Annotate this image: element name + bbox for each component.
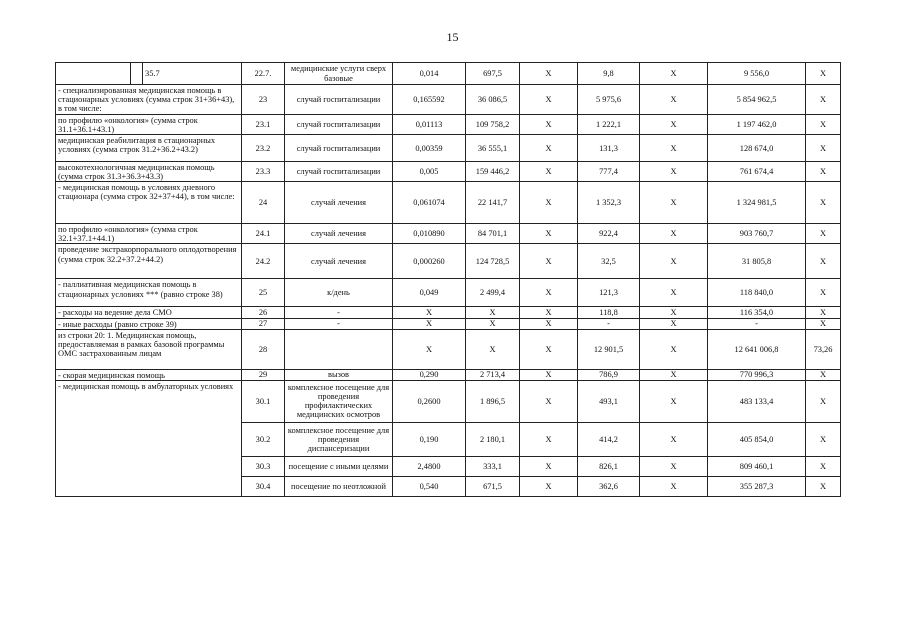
cell-norm: 0,540 bbox=[393, 476, 466, 496]
cell-unit: случай лечения bbox=[285, 224, 393, 244]
table-row bbox=[56, 279, 841, 307]
cell-per-capita: 922,4 bbox=[578, 224, 640, 244]
cell-share: Х bbox=[806, 318, 841, 329]
cell-per-capita: 9,8 bbox=[578, 63, 640, 85]
cell-total: 31 805,8 bbox=[708, 244, 806, 279]
cell-x: Х bbox=[640, 380, 708, 422]
cell-x: Х bbox=[640, 224, 708, 244]
cell-x: Х bbox=[520, 318, 578, 329]
cell-x: Х bbox=[520, 63, 578, 85]
cell-total: 903 760,7 bbox=[708, 224, 806, 244]
cell-cost: 2 499,4 bbox=[466, 279, 520, 307]
cell-unit: вызов bbox=[285, 369, 393, 380]
table-row bbox=[56, 244, 841, 279]
cell-x: Х bbox=[520, 224, 578, 244]
cell-row-number: 29 bbox=[242, 369, 285, 380]
cell-total: 1 324 981,5 bbox=[708, 182, 806, 224]
cell-cost: 2 713,4 bbox=[466, 369, 520, 380]
cell-norm: 0,190 bbox=[393, 422, 466, 456]
cell-unit: посещение по неотложной bbox=[285, 476, 393, 496]
cell-cost: 124 728,5 bbox=[466, 244, 520, 279]
cell-description: - медицинская помощь в условиях дневного стационара (сумма строк 32+37+44), в том числе: bbox=[56, 182, 242, 224]
table-body bbox=[56, 63, 841, 497]
cell-norm: 0,010890 bbox=[393, 224, 466, 244]
cell-total: 9 556,0 bbox=[708, 63, 806, 85]
cell-row-number: 24 bbox=[242, 182, 285, 224]
cell-x: Х bbox=[640, 115, 708, 135]
cell-per-capita: 414,2 bbox=[578, 422, 640, 456]
table-row bbox=[56, 329, 841, 369]
cell-per-capita: 493,1 bbox=[578, 380, 640, 422]
cell-share: Х bbox=[806, 380, 841, 422]
cell-cost: 109 758,2 bbox=[466, 115, 520, 135]
table-row bbox=[56, 135, 841, 162]
cell-unit: случай лечения bbox=[285, 244, 393, 279]
cell-cost: 159 446,2 bbox=[466, 162, 520, 182]
cell-row-number: 23 bbox=[242, 85, 285, 115]
cell-per-capita: 131,3 bbox=[578, 135, 640, 162]
cell-per-capita: 362,6 bbox=[578, 476, 640, 496]
cell-row-number: 24.1 bbox=[242, 224, 285, 244]
page-number: 15 bbox=[446, 30, 459, 44]
cell-per-capita: - bbox=[578, 318, 640, 329]
cell-norm: Х bbox=[393, 307, 466, 318]
cell-x: Х bbox=[520, 244, 578, 279]
cell-share: Х bbox=[806, 244, 841, 279]
cell-total: 761 674,4 bbox=[708, 162, 806, 182]
cell-total: 1 197 462,0 bbox=[708, 115, 806, 135]
cell-per-capita: 1 352,3 bbox=[578, 182, 640, 224]
cell-total: - bbox=[708, 318, 806, 329]
cell-share: Х bbox=[806, 182, 841, 224]
cell-share: Х bbox=[806, 224, 841, 244]
cell-row-number: 27 bbox=[242, 318, 285, 329]
cell-cost: 1 896,5 bbox=[466, 380, 520, 422]
cell-cost: Х bbox=[466, 307, 520, 318]
cell-x: Х bbox=[640, 329, 708, 369]
cell-share: Х bbox=[806, 369, 841, 380]
cell-unit: посещение с иными целями bbox=[285, 456, 393, 476]
cell-norm: 0,061074 bbox=[393, 182, 466, 224]
table-row bbox=[56, 224, 841, 244]
cell-unit: случай госпитализации bbox=[285, 115, 393, 135]
cell-per-capita: 121,3 bbox=[578, 279, 640, 307]
cell-x: Х bbox=[640, 244, 708, 279]
cell-row-number: 23.1 bbox=[242, 115, 285, 135]
cell-norm: 0,005 bbox=[393, 162, 466, 182]
cell-description: проведение экстракорпорального оплодотворения (сумма строк 32.2+37.2+44.2) bbox=[56, 244, 242, 279]
cell-x: Х bbox=[520, 279, 578, 307]
cell-description: высокотехнологичная медицинская помощь (сумма строк 31.3+36.3+43.3) bbox=[56, 162, 242, 182]
cell-num: 35.7 bbox=[143, 63, 242, 85]
cell-x: Х bbox=[520, 380, 578, 422]
cell-share: Х bbox=[806, 456, 841, 476]
cell-x: Х bbox=[520, 422, 578, 456]
cell-total: 5 854 962,5 bbox=[708, 85, 806, 115]
cell-x: Х bbox=[640, 182, 708, 224]
cell-unit: медицинские услуги сверх базовые bbox=[285, 63, 393, 85]
table-row bbox=[56, 369, 841, 380]
cell-description: - медицинская помощь в амбулаторных условиях bbox=[56, 380, 242, 496]
cell-row-number: 24.2 bbox=[242, 244, 285, 279]
cell-total: 128 674,0 bbox=[708, 135, 806, 162]
financing-table bbox=[55, 62, 841, 497]
cell-cost: 2 180,1 bbox=[466, 422, 520, 456]
cell-x: Х bbox=[520, 135, 578, 162]
table-row bbox=[56, 63, 841, 85]
cell-row-number: 28 bbox=[242, 329, 285, 369]
cell-x: Х bbox=[520, 85, 578, 115]
cell-unit: комплексное посещение для проведения диспансеризации bbox=[285, 422, 393, 456]
cell-cost: 36 086,5 bbox=[466, 85, 520, 115]
cell-total: 405 854,0 bbox=[708, 422, 806, 456]
cell-norm: 0,049 bbox=[393, 279, 466, 307]
cell-total: 483 133,4 bbox=[708, 380, 806, 422]
cell-cost: 36 555,1 bbox=[466, 135, 520, 162]
cell-x: Х bbox=[806, 63, 841, 85]
cell-x: Х bbox=[640, 135, 708, 162]
cell-row-number: 25 bbox=[242, 279, 285, 307]
cell-norm: 2,4800 bbox=[393, 456, 466, 476]
cell-norm: 0,000260 bbox=[393, 244, 466, 279]
cell-share: Х bbox=[806, 279, 841, 307]
cell-row-number: 26 bbox=[242, 307, 285, 318]
cell-row-number: 30.3 bbox=[242, 456, 285, 476]
cell-total: 116 354,0 bbox=[708, 307, 806, 318]
cell-per-capita: 1 222,1 bbox=[578, 115, 640, 135]
cell-description: по профилю «онкология» (сумма строк 32.1+37.1+44.1) bbox=[56, 224, 242, 244]
cell-x: Х bbox=[640, 63, 708, 85]
cell-x: Х bbox=[640, 369, 708, 380]
cell-unit: - bbox=[285, 318, 393, 329]
cell-norm: 0,165592 bbox=[393, 85, 466, 115]
cell-per-capita: 118,8 bbox=[578, 307, 640, 318]
cell-unit: комплексное посещение для проведения профилактических медицинских осмотров bbox=[285, 380, 393, 422]
cell-share: 73,26 bbox=[806, 329, 841, 369]
table-row bbox=[56, 318, 841, 329]
cell-x: Х bbox=[640, 307, 708, 318]
cell-x: Х bbox=[520, 476, 578, 496]
cell-x: Х bbox=[640, 162, 708, 182]
cell-share: Х bbox=[806, 422, 841, 456]
cell-description: - паллиативная медицинская помощь в стационарных условиях *** (равно строке 38) bbox=[56, 279, 242, 307]
table-row bbox=[56, 182, 841, 224]
cell-cost: 671,5 bbox=[466, 476, 520, 496]
cell-share: Х bbox=[806, 115, 841, 135]
cell-total: 355 287,3 bbox=[708, 476, 806, 496]
cell-total: 809 460,1 bbox=[708, 456, 806, 476]
cell-x: Х bbox=[640, 279, 708, 307]
cell-norm: 0,01113 bbox=[393, 115, 466, 135]
cell-description: - расходы на ведение дела СМО bbox=[56, 307, 242, 318]
cell-per-capita: 777,4 bbox=[578, 162, 640, 182]
table-row bbox=[56, 85, 841, 115]
cell-row-number: 22.7. bbox=[242, 63, 285, 85]
cell-x: Х bbox=[640, 456, 708, 476]
table-row bbox=[56, 307, 841, 318]
cell-cost: Х bbox=[466, 318, 520, 329]
cell-unit: случай госпитализации bbox=[285, 85, 393, 115]
cell-row-number: 30.2 bbox=[242, 422, 285, 456]
cell-cost: Х bbox=[466, 329, 520, 369]
cell-unit: к/день bbox=[285, 279, 393, 307]
cell-per-capita: 5 975,6 bbox=[578, 85, 640, 115]
table-row bbox=[56, 162, 841, 182]
cell-share: Х bbox=[806, 476, 841, 496]
cell-description: по профилю «онкология» (сумма строк 31.1+36.1+43.1) bbox=[56, 115, 242, 135]
cell-norm: 0,2600 bbox=[393, 380, 466, 422]
cell-x: Х bbox=[520, 162, 578, 182]
cell-x: Х bbox=[640, 85, 708, 115]
cell-per-capita: 786,9 bbox=[578, 369, 640, 380]
cell-cost: 22 141,7 bbox=[466, 182, 520, 224]
cell-norm: 0,290 bbox=[393, 369, 466, 380]
cell-share: Х bbox=[806, 135, 841, 162]
cell-description: медицинская реабилитация в стационарных условиях (сумма строк 31.2+36.2+43.2) bbox=[56, 135, 242, 162]
cell-description: из строки 20: 1. Медицинская помощь, предоставляемая в рамках базовой программы ОМС застрахованным лицам bbox=[56, 329, 242, 369]
cell-total: 770 996,3 bbox=[708, 369, 806, 380]
cell-total: 118 840,0 bbox=[708, 279, 806, 307]
cell-row-number: 30.1 bbox=[242, 380, 285, 422]
cell-unit: случай госпитализации bbox=[285, 162, 393, 182]
cell-row-number: 30.4 bbox=[242, 476, 285, 496]
cell-x: Х bbox=[520, 307, 578, 318]
cell-x: Х bbox=[520, 369, 578, 380]
cell-per-capita: 32,5 bbox=[578, 244, 640, 279]
cell-per-capita: 12 901,5 bbox=[578, 329, 640, 369]
cell-description: - иные расходы (равно строке 39) bbox=[56, 318, 242, 329]
cell-share: Х bbox=[806, 307, 841, 318]
cell-unit: случай лечения bbox=[285, 182, 393, 224]
cell-x: Х bbox=[640, 476, 708, 496]
cell-row-number: 23.2 bbox=[242, 135, 285, 162]
cell-norm: Х bbox=[393, 329, 466, 369]
cell-norm: Х bbox=[393, 318, 466, 329]
table-row bbox=[56, 115, 841, 135]
cell-share: Х bbox=[806, 162, 841, 182]
cell-share: Х bbox=[806, 85, 841, 115]
cell-per-capita: 826,1 bbox=[578, 456, 640, 476]
cell-cost: 333,1 bbox=[466, 456, 520, 476]
cell-total: 12 641 006,8 bbox=[708, 329, 806, 369]
cell-x: Х bbox=[640, 422, 708, 456]
cell-row-number: 23.3 bbox=[242, 162, 285, 182]
cell-unit: - bbox=[285, 307, 393, 318]
cell-cost: 697,5 bbox=[466, 63, 520, 85]
cell-norm: 0,014 bbox=[393, 63, 466, 85]
cell-x: Х bbox=[520, 115, 578, 135]
table-row bbox=[56, 380, 841, 422]
cell-x: Х bbox=[520, 456, 578, 476]
cell-x: Х bbox=[640, 318, 708, 329]
cell-x: Х bbox=[520, 182, 578, 224]
cell-description: - скорая медицинская помощь bbox=[56, 369, 242, 380]
cell-unit bbox=[285, 329, 393, 369]
cell-norm: 0,00359 bbox=[393, 135, 466, 162]
cell-cost: 84 701,1 bbox=[466, 224, 520, 244]
cell-unit: случай госпитализации bbox=[285, 135, 393, 162]
cell-description: - специализированная медицинская помощь в стационарных условиях (сумма строк 31+36+43), в том числе: bbox=[56, 85, 242, 115]
cell-x: Х bbox=[520, 329, 578, 369]
